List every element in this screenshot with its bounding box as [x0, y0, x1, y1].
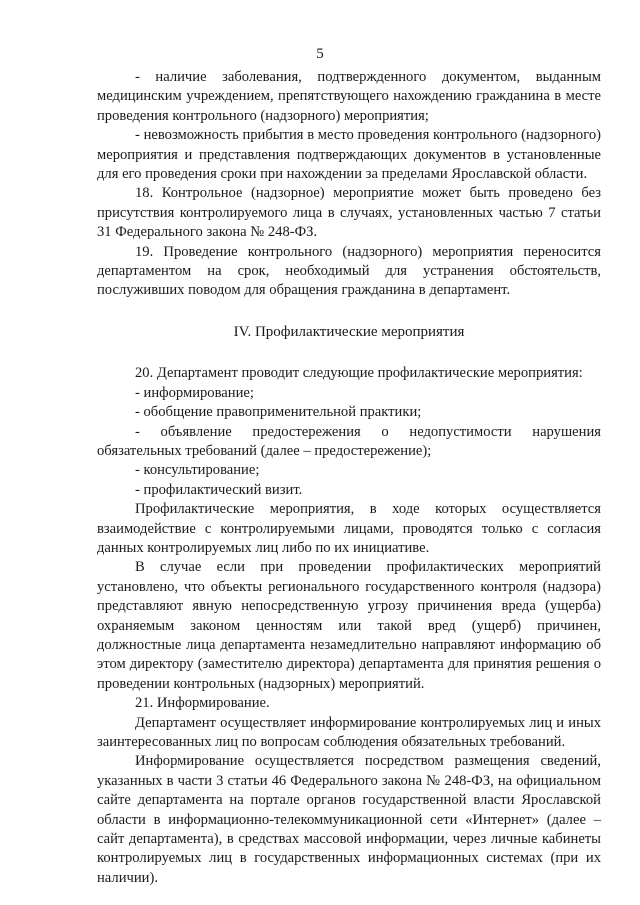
paragraph: - невозможность прибытия в место проведения контрольного (надзорного) мероприятия и представления подтверждающих документов в установленные для его проведения сроки при нахождении за пределами Ярославской области. [97, 127, 601, 183]
list-item: - консультирование; [135, 462, 260, 479]
paragraph-item-18: 18. Контрольное (надзорное) мероприятие может быть проведено без присутствия контролируемого лица в случаях, установленных частью 7 статьи 31 Федерального закона № 248-ФЗ. [97, 185, 601, 241]
paragraph-item-21: 21. Информирование. [135, 695, 270, 712]
list-item: - обобщение правоприменительной практики; [135, 404, 422, 421]
paragraph: В случае если при проведении профилактических мероприятий установлено, что объекты регионального государственного контроля (надзора) представляют явную непосредственную угрозу причинения вреда (ущерба) охраняемым законом ценностям или такой вред (ущерб) причинен, должностные лица департамента незамедлительно направляют информацию об этом директору (заместителю директора) департамента для принятия решения о проведении контрольных (надзорных) мероприятий. [97, 559, 601, 692]
document-body [97, 68, 601, 888]
paragraph-item-19: 19. Проведение контрольного (надзорного) мероприятия переносится департаментом на срок, необходимый для устранения обстоятельств, послуживших поводом для обращения гражданина в департамент. [97, 243, 601, 299]
list-item: - объявление предостережения о недопустимости нарушения обязательных требований (далее – предостережение); [97, 423, 601, 459]
list-item: - информирование; [135, 384, 254, 401]
section-title: IV. Профилактические мероприятия [233, 323, 465, 340]
page-number: 5 [316, 46, 324, 62]
paragraph: Профилактические мероприятия, в ходе которых осуществляется взаимодействие с контролируемыми лицами, проводятся только с согласия данных контролируемых лиц либо по их инициативе. [97, 501, 601, 556]
list-item: - профилактический визит. [135, 481, 303, 498]
paragraph-item-20: 20. Департамент проводит следующие профилактические мероприятия: [135, 365, 583, 382]
paragraph: - наличие заболевания, подтвержденного документом, выданным медицинским учреждением, препятствующего нахождению гражданина в месте проведения контрольного (надзорного) мероприятия; [97, 69, 601, 124]
paragraph: Информирование осуществляется посредством размещения сведений, указанных в части 3 статьи 46 Федерального закона № 248-ФЗ, на официальном сайте департамента на портале органов государственной власти Ярославской области в информационно-телекоммуникационной сети «Интернет» (далее – сайт департамента), в средствах массовой информации, через личные кабинеты контролируемых лиц в государственных информационных системах (при их наличии). [97, 753, 601, 886]
paragraph: Департамент осуществляет информирование контролируемых лиц и иных заинтересованных лиц по вопросам соблюдения обязательных требований. [97, 714, 601, 750]
